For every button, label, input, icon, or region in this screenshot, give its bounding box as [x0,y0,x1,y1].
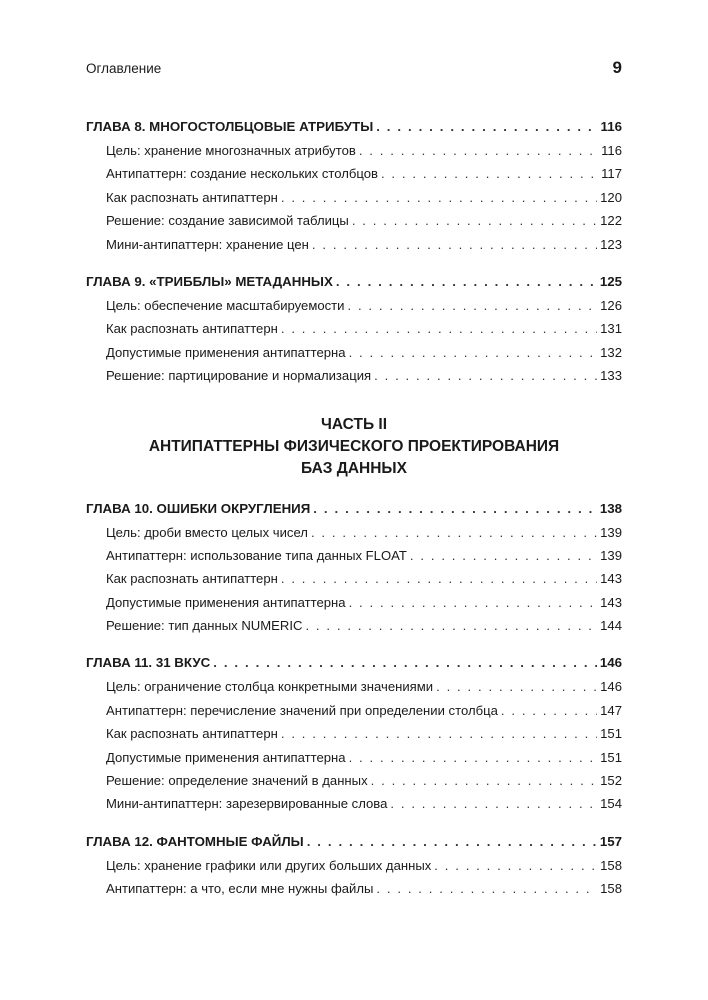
part-title-line-1: АНТИПАТТЕРНЫ ФИЗИЧЕСКОГО ПРОЕКТИРОВАНИЯ [148,437,560,455]
entry-page: 126 [600,297,622,313]
toc-entry[interactable] [86,139,622,162]
dot-leader [281,186,597,209]
entry-page: 151 [600,749,622,765]
entry-title: Допустимые применения антипаттерна [106,749,346,765]
entry-title: Решение: создание зависимой таблицы [106,213,349,229]
dot-leader [312,233,597,256]
entry-page: 143 [600,594,622,610]
toc-entry[interactable] [86,699,622,722]
entry-page: 123 [600,236,622,252]
toc-entry[interactable] [86,186,622,209]
entry-page: 158 [600,881,622,897]
toc-entry[interactable] [86,769,622,792]
dot-leader [336,270,597,294]
dot-leader [436,675,597,698]
dot-leader [313,497,597,521]
entry-title: Мини-антипаттерн: хранение цен [106,236,309,252]
entry-page: 139 [600,547,622,563]
chapter-8-group [86,115,622,256]
entry-page: 144 [600,618,622,634]
toc-entry[interactable] [86,614,622,637]
entry-title: Цель: обеспечение масштабируемости [106,297,345,313]
entry-title: Допустимые применения антипаттерна [106,344,346,360]
toc-entry[interactable] [86,746,622,769]
chapter-page: 138 [599,500,622,516]
chapter-10-group [86,497,622,638]
entry-page: 154 [600,796,622,812]
entry-page: 143 [600,571,622,587]
entry-page: 122 [600,213,622,229]
part-label: ЧАСТЬ II [320,415,388,433]
entry-page: 147 [600,702,622,718]
entry-title: Как распознать антипаттерн [106,726,278,742]
dot-leader [376,877,597,900]
toc-entry[interactable] [86,591,622,614]
dot-leader [371,769,598,792]
entry-page: 152 [600,773,622,789]
toc-entry[interactable] [86,294,622,317]
dot-leader [374,364,597,387]
toc-entry[interactable] [86,317,622,340]
dot-leader [281,317,597,340]
toc-chapter-9[interactable] [86,270,622,294]
toc-entry[interactable] [86,341,622,364]
entry-page: 146 [600,679,622,695]
entry-page: 158 [600,857,622,873]
chapter-title: ГЛАВА 9. «ТРИББЛЫ» МЕТАДАННЫХ [86,273,333,289]
toc-entry[interactable] [86,854,622,877]
dot-leader [390,792,597,815]
page-number: 9 [612,58,622,77]
toc-entry[interactable] [86,544,622,567]
entry-title: Как распознать антипаттерн [106,321,278,337]
chapter-page: 125 [599,273,622,289]
dot-leader [311,521,597,544]
chapter-title: ГЛАВА 11. 31 ВКУС [86,655,211,671]
entry-title: Решение: тип данных NUMERIC [106,618,303,634]
dot-leader [305,614,597,637]
toc-entry[interactable] [86,675,622,698]
dot-leader [281,722,597,745]
dot-leader [281,567,597,590]
dot-leader [352,209,597,232]
toc-entry[interactable] [86,233,622,256]
entry-title: Антипаттерн: создание нескольких столбцов [106,166,378,182]
entry-page: 139 [600,524,622,540]
dot-leader [213,651,597,675]
entry-title: Решение: определение значений в данных [106,773,368,789]
dot-leader [349,591,598,614]
chapter-11-group [86,651,622,815]
chapter-page: 116 [600,119,622,134]
entry-title: Мини-антипаттерн: зарезервированные слова [106,796,388,812]
entry-title: Как распознать антипаттерн [106,571,278,587]
toc-entry[interactable] [86,209,622,232]
entry-title: Цель: хранение графики или других больших данных [106,857,432,873]
entry-title: Цель: хранение многозначных атрибутов [106,143,356,158]
dot-leader [376,115,597,139]
toc-entry[interactable] [86,792,622,815]
chapter-page: 146 [599,655,622,671]
chapter-title: ГЛАВА 12. ФАНТОМНЫЕ ФАЙЛЫ [86,833,304,849]
entry-title: Цель: ограничение столбца конкретными значениями [106,679,434,695]
part-2-heading [86,414,622,480]
entry-page: 132 [600,344,622,360]
entry-page: 131 [600,321,622,337]
dot-leader [410,544,597,567]
chapter-title: ГЛАВА 10. ОШИБКИ ОКРУГЛЕНИЯ [86,500,311,516]
chapter-page: 157 [599,833,622,849]
entry-page: 120 [600,189,622,205]
toc-entry[interactable] [86,521,622,544]
dot-leader [381,162,598,185]
toc-entry[interactable] [86,877,622,900]
toc-chapter-10[interactable] [86,497,622,521]
entry-title: Допустимые применения антипаттерна [106,594,346,610]
entry-title: Решение: партицирование и нормализация [106,368,372,384]
entry-title: Антипаттерн: перечисление значений при определении столбца [106,702,498,718]
entry-title: Как распознать антипаттерн [106,189,278,205]
entry-title: Антипаттерн: использование типа данных FLOAT [106,547,407,563]
entry-page: 116 [601,143,622,158]
dot-leader [359,139,598,162]
dot-leader [347,294,597,317]
toc-entry[interactable] [86,364,622,387]
dot-leader [349,341,598,364]
toc-chapter-8[interactable] [86,115,622,139]
toc-chapter-11[interactable] [86,651,622,675]
entry-page: 151 [600,726,622,742]
toc-entry[interactable] [86,722,622,745]
running-title: Оглавление [86,61,162,76]
page-header [86,58,622,78]
toc-entry[interactable] [86,567,622,590]
dot-leader [434,854,597,877]
dot-leader [307,830,597,854]
entry-title: Антипаттерн: а что, если мне нужны файлы [106,881,374,897]
toc-entry[interactable] [86,162,622,185]
dot-leader [501,699,597,722]
entry-page: 117 [601,166,622,182]
chapter-title: ГЛАВА 8. МНОГОСТОЛБЦОВЫЕ АТРИБУТЫ [86,119,374,134]
chapter-12-group [86,830,622,901]
dot-leader [349,746,598,769]
entry-title: Цель: дроби вместо целых чисел [106,524,308,540]
chapter-9-group [86,270,622,388]
toc-chapter-12[interactable] [86,830,622,854]
entry-page: 133 [600,368,622,384]
part-title-line-2: БАЗ ДАННЫХ [301,459,407,477]
table-of-contents [86,115,622,915]
